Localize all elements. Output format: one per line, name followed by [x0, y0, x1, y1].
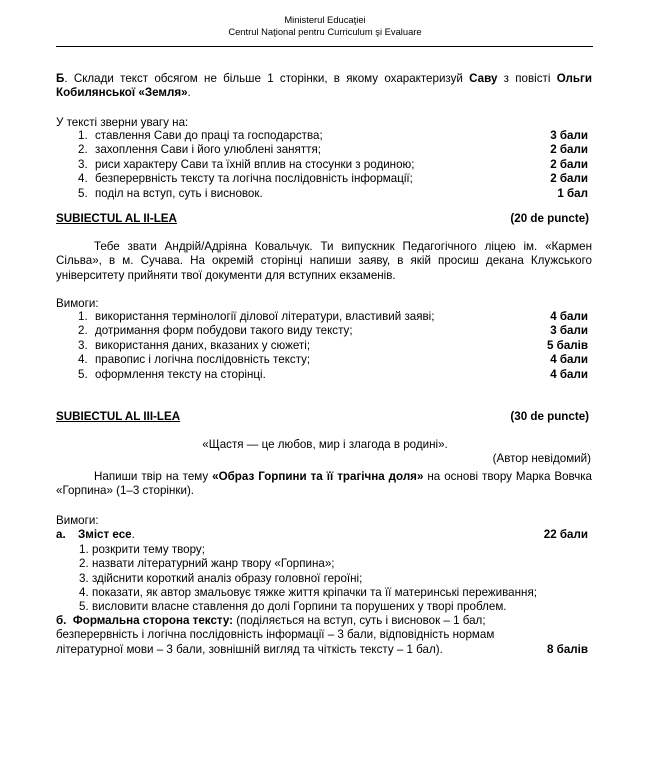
criterion-b-label: б. — [56, 614, 67, 627]
subject-3-points: (30 de puncte) — [510, 410, 589, 423]
criterion-a-points: 22 бали — [543, 528, 588, 542]
task-b-label: Б — [56, 72, 65, 85]
task-b-text: . Склади текст обсягом не більше 1 сторінки, в якому охарактеризуй — [64, 72, 470, 85]
item-number: 2. — [79, 557, 89, 571]
item-number: 3. — [78, 338, 88, 352]
list-item — [56, 339, 592, 353]
task-b-sava: Саву — [469, 72, 498, 85]
criterion-b-text: (поділяється на вступ, суть і висновок – 1 бал; безперервність і логічна послідовність інформації – 3 бали, відповідність нормам літературної мови – 3 бали, зовнішній вигляд та чіткість тексту – 1 бал). — [56, 614, 495, 656]
item-number: 1. — [78, 310, 88, 323]
list-item — [56, 543, 592, 557]
item-text: риси характеру Сави та їхній вплив на стосунки з родиною; — [95, 157, 415, 171]
subject-3-heading — [56, 410, 589, 424]
requirements-label: Вимоги: — [56, 297, 99, 310]
epigraph-author: (Автор невідомий) — [492, 452, 591, 465]
item-text: показати, як автор змальовує тяжке життя кріпачки та її материнські переживання; — [92, 585, 537, 599]
list-item — [56, 572, 592, 586]
subject-3-title: SUBIECTUL AL III-LEA — [56, 410, 181, 423]
task-b-author: Ольги Кобилянської «Земля» — [56, 72, 593, 100]
item-number: 5. — [78, 186, 88, 200]
criterion-b-title: Формальна сторона тексту: — [72, 614, 234, 627]
criterion-a-dot: . — [131, 528, 135, 542]
list-item — [56, 143, 592, 157]
item-points: 3 бали — [550, 129, 588, 142]
item-number: 4. — [78, 353, 88, 367]
subject-2-heading — [56, 212, 589, 226]
item-points: 2 бали — [550, 157, 588, 171]
item-points: 5 балів — [547, 338, 588, 352]
subject-2-prompt: Тебе звати Андрій/Адріяна Ковальчук. Ти випускник Педагогічного ліцею ім. «Кармен Сільва», в м. Сучава. На окремій сторінці напиши заяву, в якій просиш декана Клужського університету прийняти твої документи для вступних екзаменів. — [56, 240, 592, 282]
item-text: поділ на вступ, суть і висновок. — [95, 186, 263, 200]
item-text: здійснити короткий аналіз образу головної героїні; — [92, 571, 363, 585]
item-text: використання термінології ділової літератури, властивий заяві; — [95, 310, 435, 323]
item-number: 5. — [78, 367, 88, 381]
page-header — [0, 14, 650, 39]
subject-2-criteria-list — [56, 310, 592, 382]
item-number: 5. — [79, 600, 89, 614]
item-points: 3 бали — [550, 324, 588, 338]
item-points: 4 бали — [550, 310, 588, 323]
item-text: правопис і логічна послідовність тексту; — [95, 353, 311, 367]
item-points: 1 бал — [557, 186, 588, 200]
prompt-topic: «Образ Горпини та її трагічна доля» — [212, 470, 424, 483]
item-points: 2 бали — [550, 172, 588, 186]
item-points: 2 бали — [550, 143, 588, 157]
task-b-criteria-list — [56, 129, 592, 201]
list-item — [56, 310, 592, 324]
requirements-label: Вимоги: — [56, 514, 99, 527]
item-points: 4 бали — [550, 367, 588, 381]
list-item — [56, 600, 592, 614]
subject-3-prompt — [56, 470, 592, 499]
item-text: розкрити тему твору; — [92, 542, 205, 556]
item-number: 3. — [79, 571, 89, 585]
item-text: захоплення Сави і його улюблені заняття; — [95, 143, 321, 157]
header-ministry: Ministerul Educaţiei — [284, 14, 366, 25]
criterion-a-title: Зміст есе — [78, 528, 132, 542]
item-text: безперервність тексту та логічна послідовність інформації; — [95, 172, 413, 186]
item-number: 1. — [79, 542, 89, 556]
header-center: Centrul Naţional pentru Curriculum şi Evaluare — [228, 26, 422, 38]
task-b-prompt — [56, 72, 592, 101]
prompt-text: Напиши твір на тему — [94, 470, 213, 483]
prompt-text-2: на основі твору Марка Вовчка «Горпина» (1–3 сторінки). — [56, 470, 593, 498]
item-points: 4 бали — [550, 353, 588, 367]
item-text: використання даних, вказаних у сюжеті; — [95, 338, 311, 352]
criterion-b — [56, 614, 592, 657]
subject-3-requirements — [56, 514, 592, 615]
list-item — [56, 158, 592, 172]
item-text: назвати літературний жанр твору «Горпина»; — [92, 557, 335, 571]
criterion-b-text-block — [56, 614, 592, 657]
list-item — [56, 368, 592, 382]
item-number: 4. — [78, 172, 88, 186]
item-text: висловити власне ставлення до долі Горпини та порушених у творі проблем. — [92, 600, 507, 614]
item-number: 3. — [78, 157, 88, 171]
item-text: дотримання форм побудови такого виду тексту; — [95, 324, 353, 338]
item-number: 2. — [78, 143, 88, 157]
task-b-text-3: . — [187, 86, 191, 100]
list-item — [56, 324, 592, 338]
subject-2-title: SUBIECTUL AL II-LEA — [56, 212, 177, 225]
epigraph-quote: «Щастя — це любов, мир і злагода в родині». — [202, 438, 448, 451]
list-item — [56, 129, 592, 143]
list-item — [56, 172, 592, 186]
list-item — [56, 557, 592, 571]
list-item — [56, 353, 592, 367]
item-number: 1. — [78, 129, 88, 142]
list-item — [56, 187, 592, 201]
criterion-a — [56, 528, 592, 542]
criterion-a-label: a. — [56, 528, 66, 542]
task-b-text-2: з повісті — [497, 72, 557, 85]
header-divider — [56, 46, 593, 47]
item-text: оформлення тексту на сторінці. — [95, 367, 266, 381]
item-number: 2. — [78, 324, 88, 338]
criterion-b-points: 8 балів — [547, 642, 588, 656]
list-item — [56, 586, 592, 600]
subject-2-points: (20 de puncte) — [510, 212, 589, 225]
item-text: ставлення Сави до праці та господарства; — [95, 129, 323, 142]
task-b-attention-label: У тексті зверни увагу на: — [56, 116, 189, 129]
item-number: 4. — [79, 585, 89, 599]
